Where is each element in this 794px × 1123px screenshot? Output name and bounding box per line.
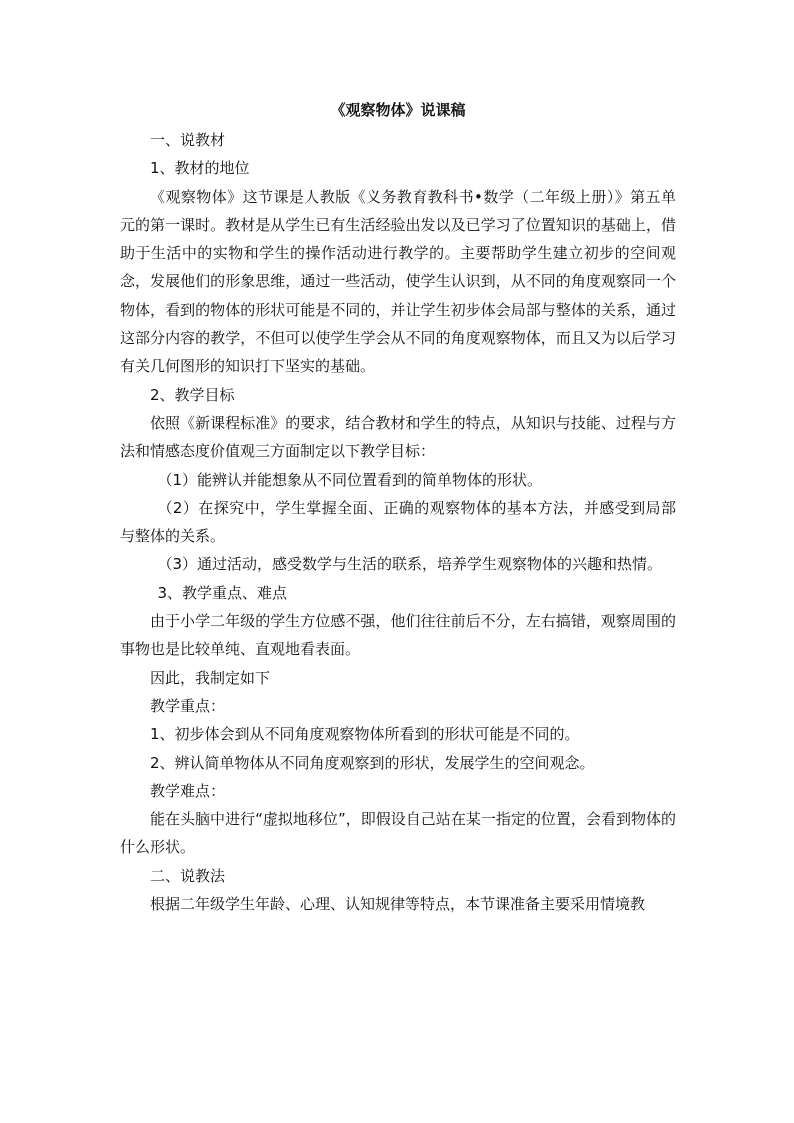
goal-item-1: （1）能辨认并能想象从不同位置看到的简单物体的形状。 — [157, 470, 543, 489]
subheading-teaching-goals: 2、教学目标 — [150, 385, 235, 404]
paragraph-teaching-goals-intro: 依照《新课程标准》的要求，结合教材和学生的特点，从知识与技能、过程与方法和情感态度价值观三方面制定以下教学目标： — [120, 413, 676, 461]
paragraph-key-points-reason: 由于小学二年级的学生方位感不强，他们往往前后不分，左右搞错，观察周围的事物也是比较单纯、直观地看表面。 — [120, 612, 676, 659]
document-title: 《观察物体》说课稿 — [330, 101, 466, 119]
difficulty-item: 能在头脑中进行“虚拟地移位”，即假设自己站在某一指定的位置，会看到物体的什么形状。 — [120, 810, 676, 857]
subheading-key-points: 3、教学重点、难点 — [157, 583, 288, 602]
key-point-item-1: 1、初步体会到从不同角度观察物体所看到的形状可能是不同的。 — [150, 725, 580, 744]
label-key-points: 教学重点： — [150, 696, 226, 715]
key-point-item-2: 2、辨认简单物体从不同角度观察到的形状，发展学生的空间观念。 — [150, 753, 595, 772]
subheading-textbook-position: 1、教材的地位 — [150, 159, 250, 178]
section-heading-textbook: 一、说教材 — [150, 131, 226, 149]
paragraph-textbook-position: 《观察物体》这节课是人教版《义务教育教科书•数学（二年级上册）》第五单元的第一课时。教材是从学生已有生活经验出发以及已学习了位置知识的基础上，借助于生活中的实物和学生的操作活动进行教学的。主要帮助学生建立初步的空间观念，发展他们的形象思维，通过一些活动，使学生认识到，从不同的角度观察同一个物体，看到的物体的形状可能是不同的，并让学生初步体会局部与整体的关系，通过这部分内容的教学，不但可以使学生学会从不同的角度观察物体，而且又为以后学习有关几何图形的知识打下坚实的基础。 — [120, 187, 676, 376]
paragraph-teaching-method: 根据二年级学生年龄、心理、认知规律等特点，本节课准备主要采用情境教 — [150, 895, 646, 914]
document-body — [120, 96, 676, 918]
goal-item-2: （2）在探究中，学生掌握全面、正确的观察物体的基本方法，并感受到局部与整体的关系。 — [120, 498, 676, 546]
section-heading-teaching-method: 二、说教法 — [150, 866, 226, 885]
paragraph-therefore: 因此，我制定如下 — [150, 668, 271, 687]
goal-item-3: （3）通过活动，感受数学与生活的联系，培养学生观察物体的兴趣和热情。 — [157, 555, 663, 574]
label-difficulties: 教学难点： — [150, 781, 226, 800]
